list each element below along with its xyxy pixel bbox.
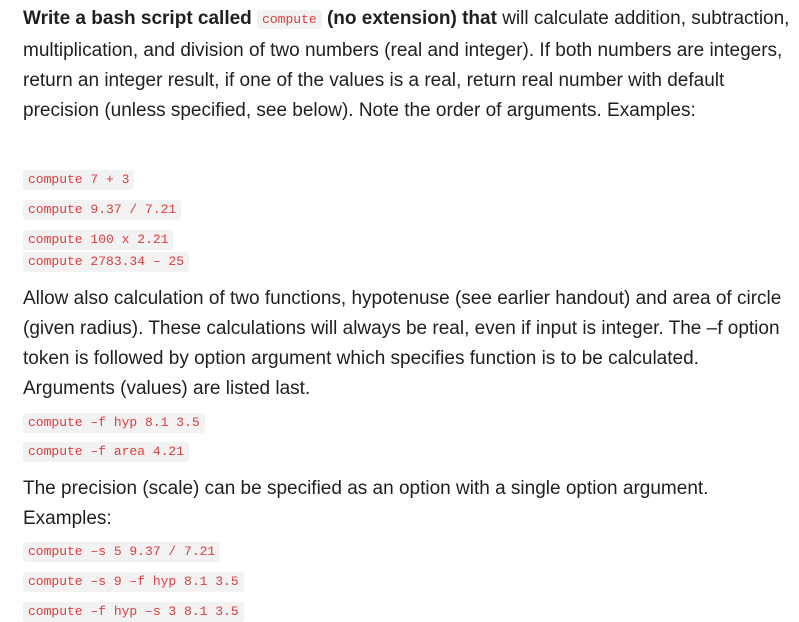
example-code-scale-hyp: compute –s 9 –f hyp 8.1 3.5 — [23, 572, 244, 592]
inline-code-compute: compute — [257, 10, 322, 29]
intro-paragraph — [23, 4, 793, 126]
example-code-hyp: compute –f hyp 8.1 3.5 — [23, 413, 205, 433]
example-code-hyp-scale: compute –f hyp –s 3 8.1 3.5 — [23, 602, 244, 622]
example-code-multiply: compute 100 x 2.21 — [23, 230, 173, 250]
intro-body-text: will calculate addition, subtraction, multiplication, and division of two numbers (real and integer). If both numbers are integers, return an integer result, if one of the values is a real, return real number with default precision (unless specified, see below). Note the order of arguments. Examples: — [23, 8, 790, 121]
precision-paragraph: The precision (scale) can be specified as an option with a single option argument. Examples: — [23, 478, 709, 529]
example-code-scale-divide: compute –s 5 9.37 / 7.21 — [23, 542, 220, 562]
functions-paragraph: Allow also calculation of two functions, hypotenuse (see earlier handout) and area of circle (given radius). These calculations will always be real, even if input is integer. The –f option token is followed by option argument which specifies function is to be calculated. Arguments (values) are listed last. — [23, 288, 782, 399]
example-code-add: compute 7 + 3 — [23, 170, 134, 190]
example-code-subtract: compute 2783.34 – 25 — [23, 252, 189, 272]
intro-bold-tail: (no extension) that — [326, 8, 497, 29]
intro-bold-lead: Write a bash script called — [23, 8, 252, 29]
example-code-area: compute –f area 4.21 — [23, 442, 189, 462]
example-code-divide: compute 9.37 / 7.21 — [23, 200, 181, 220]
